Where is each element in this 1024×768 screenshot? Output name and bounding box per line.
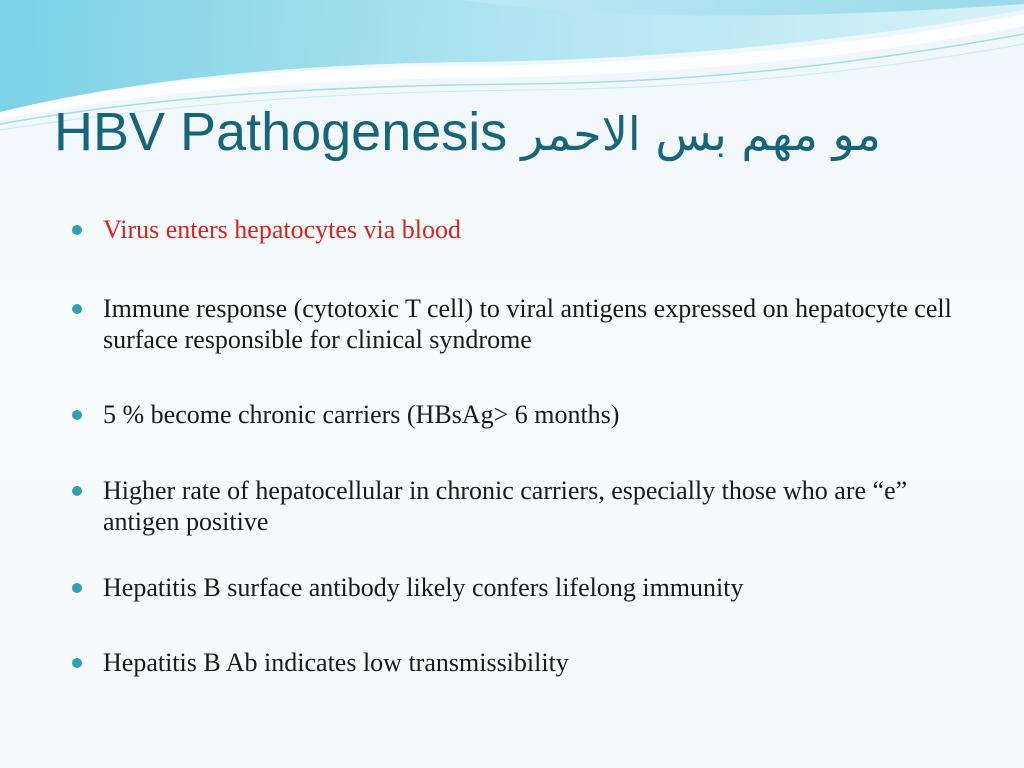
bullet-icon — [72, 486, 82, 496]
title-arabic-note: مو مهم بس الاحمر — [521, 107, 881, 161]
bullet-text: Virus enters hepatocytes via blood — [103, 215, 462, 244]
bullet-icon — [72, 583, 82, 593]
bullet-icon — [72, 304, 82, 314]
bullet-text: Hepatitis B Ab indicates low transmissibility — [103, 648, 569, 677]
bullet-text: Immune response (cytotoxic T cell) to viral antigens expressed on hepatocyte cell surface responsible for clinical syndrome — [103, 294, 952, 354]
bullet-text: Higher rate of hepatocellular in chronic carriers, especially those who are “e” antigen positive — [103, 476, 908, 536]
bullet-text: 5 % become chronic carriers (HBsAg> 6 months) — [103, 400, 620, 429]
bullet-text: Hepatitis B surface antibody likely confers lifelong immunity — [103, 573, 744, 602]
bullet-icon — [72, 225, 82, 235]
title-text: HBV Pathogenesis — [54, 102, 508, 162]
slide-title — [54, 92, 994, 172]
bullet-icon — [72, 410, 82, 420]
bullet-icon — [72, 658, 82, 668]
